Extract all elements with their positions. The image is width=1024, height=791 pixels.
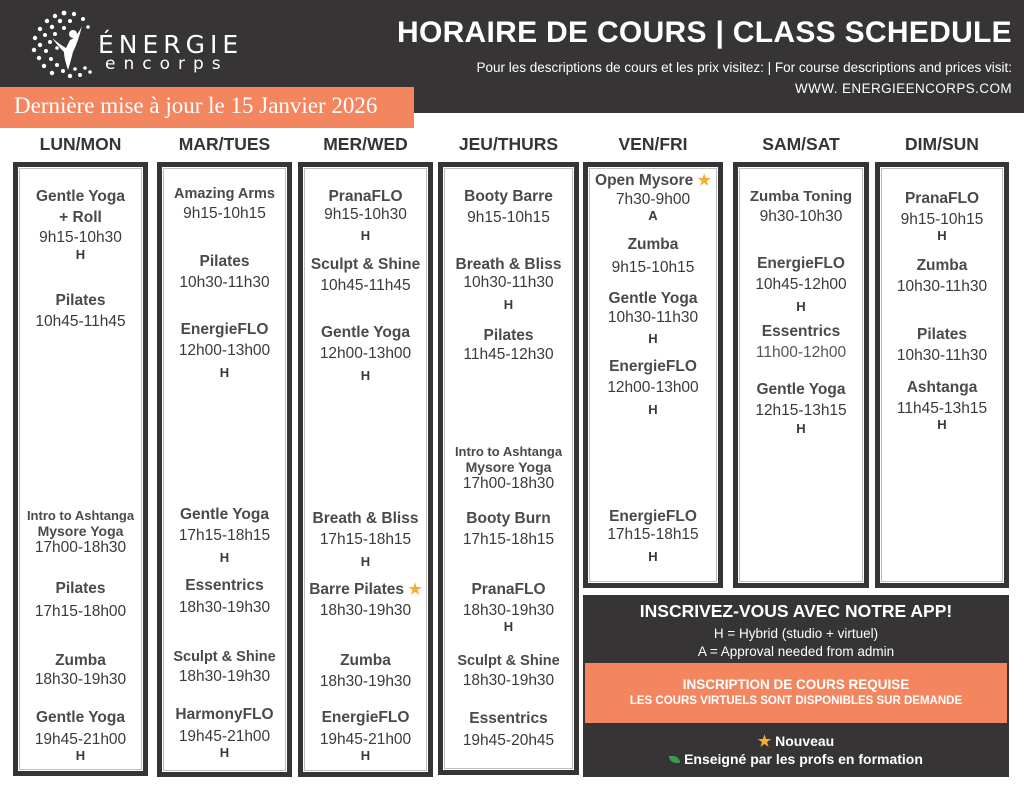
class-entry[interactable]: [162, 650, 287, 684]
class-entry[interactable]: [303, 653, 428, 689]
class-entry[interactable]: [443, 257, 574, 311]
class-name: Booty Barre: [464, 188, 553, 205]
class-time: 19h45-21h00: [178, 727, 271, 745]
class-entry[interactable]: [443, 582, 574, 633]
class-name: Pilates: [917, 326, 967, 343]
day-column-mon: [13, 162, 148, 776]
class-entry[interactable]: [738, 382, 864, 435]
class-entry[interactable]: [443, 511, 574, 547]
class-time: 12h00-13h00: [607, 378, 699, 396]
class-time: 11h45-12h30: [463, 345, 554, 363]
class-name: Gentle Yoga: [756, 381, 846, 398]
legend-box: [583, 595, 1009, 777]
class-time: 18h30-19h30: [462, 671, 555, 689]
class-entry[interactable]: [18, 189, 143, 261]
class-time: 18h30-19h30: [178, 667, 271, 685]
day-header-thu: JEU/THURS: [458, 134, 559, 154]
class-name: Breath & Bliss: [312, 510, 419, 527]
class-time: 12h00-13h00: [178, 341, 271, 359]
class-flag: H: [360, 554, 371, 569]
class-time: 18h30-19h30: [319, 672, 412, 690]
class-name: Intro to Ashtanga: [26, 508, 135, 523]
class-time: 9h15-10h15: [183, 204, 266, 222]
legend-hybrid: H = Hybrid (studio + virtuel): [713, 626, 879, 641]
day-column-sun: [875, 162, 1009, 588]
class-entry[interactable]: [443, 189, 574, 225]
class-entry[interactable]: [18, 653, 143, 687]
class-entry[interactable]: [303, 257, 428, 293]
class-flag: H: [648, 402, 658, 417]
class-entry[interactable]: [880, 258, 1004, 294]
class-name: Sculpt & Shine: [173, 649, 276, 665]
class-name: Zumba: [340, 652, 391, 669]
class-name: Gentle Yoga: [35, 188, 125, 205]
class-entry[interactable]: [443, 445, 574, 492]
class-time: 12h15-13h15: [755, 401, 847, 419]
class-flag: H: [648, 549, 658, 564]
day-header-mon: LUN/MON: [39, 134, 122, 154]
class-flag: H: [937, 417, 947, 432]
class-time: 9h15-10h15: [611, 258, 695, 276]
day-column-sat: [733, 162, 869, 588]
class-flag: H: [219, 745, 230, 760]
class-time: 18h30-19h30: [462, 601, 555, 619]
day-column-thu: [438, 162, 579, 775]
class-name: EnergieFLO: [609, 358, 697, 375]
legend-trainee-label: Enseigné par les profs en formation: [684, 751, 923, 767]
class-entry[interactable]: [18, 293, 143, 329]
day-header-sat: SAM/SAT: [762, 134, 840, 154]
class-time: 19h45-20h45: [462, 731, 555, 749]
day-header-fri: VEN/FRI: [618, 134, 688, 154]
class-name: Ashtanga: [906, 379, 978, 396]
class-entry[interactable]: [443, 654, 574, 688]
class-entry[interactable]: [443, 711, 574, 748]
class-time: 10h45-11h45: [320, 276, 411, 294]
class-time: 7h30-9h00: [615, 190, 691, 208]
class-flag: H: [219, 550, 230, 565]
class-time: 18h30-19h30: [319, 601, 412, 619]
class-name-text: Barre Pilates: [309, 581, 404, 598]
class-flag: H: [503, 297, 514, 312]
class-entry[interactable]: [18, 509, 143, 556]
star-icon: ★: [697, 172, 711, 189]
class-time: 9h15-10h15: [467, 208, 550, 226]
class-name: Pilates: [55, 580, 106, 597]
day-header-tue: MAR/TUES: [178, 134, 271, 154]
class-time: 10h30-11h30: [896, 346, 988, 364]
class-flag: H: [75, 246, 86, 262]
page-subtitle: Pour les descriptions de cours et les prix visitez: | For course descriptions and prices visit:: [476, 60, 1012, 75]
class-name: EnergieFLO: [609, 508, 697, 525]
class-entry[interactable]: [880, 327, 1004, 363]
day-column-wed: [298, 162, 433, 777]
class-time: 18h30-19h30: [34, 670, 127, 688]
class-flag: H: [75, 748, 86, 763]
app-signup-heading: INSCRIVEZ-VOUS AVEC NOTRE APP!: [639, 601, 953, 621]
class-name: PranaFLO: [904, 190, 980, 207]
class-flag: H: [360, 368, 371, 383]
class-time: 19h45-21h00: [319, 730, 412, 748]
day-header-wed: MER/WED: [323, 134, 408, 154]
class-entry[interactable]: [162, 322, 287, 379]
class-name: [303, 582, 428, 598]
class-time: 9h30-10h30: [759, 208, 843, 225]
class-flag: H: [796, 421, 806, 436]
class-entry[interactable]: [303, 582, 428, 618]
day-column-tue: [157, 162, 292, 777]
class-name: [588, 173, 718, 189]
class-time: 11h00-12h00: [755, 343, 847, 361]
class-name: Intro to Ashtanga: [454, 444, 563, 459]
class-name: EnergieFLO: [321, 709, 410, 726]
class-name: Pilates: [483, 327, 534, 344]
class-flag: H: [796, 299, 806, 314]
class-entry[interactable]: [588, 509, 718, 563]
class-entry[interactable]: [738, 324, 864, 360]
virtual-classes-text: LES COURS VIRTUELS SONT DISPONIBLES SUR DEMANDE: [629, 695, 963, 707]
class-entry[interactable]: [303, 189, 428, 242]
class-flag: H: [648, 331, 658, 346]
registration-required-text: INSCRIPTION DE COURS REQUISE: [682, 677, 910, 692]
class-entry[interactable]: [738, 256, 864, 313]
class-name: Amazing Arms: [174, 186, 275, 202]
class-name: Sculpt & Shine: [457, 653, 560, 669]
class-name: PranaFLO: [471, 581, 546, 598]
class-flag: H: [219, 365, 230, 380]
class-name: EnergieFLO: [180, 321, 269, 338]
star-icon: ★: [408, 581, 422, 598]
class-time: 10h45-12h00: [755, 275, 847, 293]
website-link[interactable]: WWW. ENERGIEENCORPS.COM: [795, 81, 1012, 96]
class-name: Essentrics: [185, 577, 264, 594]
class-time: 9h15-10h30: [324, 205, 407, 223]
class-entry[interactable]: [588, 291, 718, 345]
class-entry[interactable]: [162, 507, 287, 564]
day-header-sun: DIM/SUN: [905, 134, 979, 154]
class-name: Booty Burn: [466, 510, 551, 527]
class-time: 17h00-18h30: [462, 475, 555, 492]
class-name: Gentle Yoga: [320, 324, 410, 341]
class-time: 9h15-10h30: [39, 229, 122, 246]
class-time: 17h15-18h15: [319, 530, 412, 548]
class-name: Breath & Bliss: [455, 256, 562, 273]
class-entry[interactable]: [303, 710, 428, 762]
class-time: 10h30-11h30: [896, 277, 988, 295]
class-entry[interactable]: [162, 578, 287, 615]
class-time: 17h15-18h15: [462, 530, 555, 548]
class-entry[interactable]: [880, 380, 1004, 431]
class-entry[interactable]: [588, 237, 718, 275]
day-column-fri: [583, 162, 723, 588]
class-name: Zumba Toning: [749, 188, 853, 205]
class-entry[interactable]: [443, 328, 574, 362]
class-entry[interactable]: [738, 189, 864, 225]
leaf-icon: [669, 756, 680, 763]
class-time: 10h45-11h45: [35, 312, 126, 330]
logo-dots-icon: [30, 8, 100, 80]
star-icon: ★: [757, 733, 772, 750]
last-updated-text: Dernière mise à jour le 15 Janvier 2026: [14, 93, 378, 118]
class-name: Essentrics: [761, 323, 841, 340]
class-name: Sculpt & Shine: [310, 256, 421, 273]
class-name: Zumba: [916, 257, 968, 274]
class-entry[interactable]: [18, 581, 143, 619]
class-time: 10h30-11h30: [179, 273, 270, 291]
class-name: Zumba: [55, 652, 106, 669]
class-name: PranaFLO: [328, 188, 403, 205]
class-entry[interactable]: [18, 710, 143, 762]
legend-trainee: [583, 751, 1009, 767]
class-entry[interactable]: [162, 254, 287, 290]
class-name-line2: + Roll: [59, 208, 102, 226]
logo-subtitle: encorps: [105, 54, 229, 74]
class-time: 9h15-10h15: [900, 210, 984, 228]
class-name: Gentle Yoga: [608, 290, 698, 307]
class-flag: H: [503, 619, 514, 634]
class-name: Pilates: [199, 253, 250, 270]
class-time: 17h15-18h00: [34, 602, 127, 620]
class-entry[interactable]: [588, 359, 718, 416]
class-name-text: Open Mysore: [595, 172, 694, 189]
class-name: EnergieFLO: [757, 255, 845, 272]
class-entry[interactable]: [303, 325, 428, 382]
logo: [30, 8, 244, 80]
class-name: HarmonyFLO: [175, 706, 274, 723]
class-time: 17h00-18h30: [34, 539, 127, 556]
class-time: 10h30-11h30: [607, 308, 699, 326]
class-time: 12h00-13h00: [319, 344, 412, 362]
class-flag: H: [360, 228, 371, 243]
class-time: 11h45-13h15: [896, 399, 988, 417]
class-entry[interactable]: [162, 707, 287, 759]
class-entry[interactable]: [588, 173, 718, 222]
class-time: 10h30-11h30: [463, 273, 554, 291]
class-entry[interactable]: [162, 187, 287, 221]
legend-approval: A = Approval needed from admin: [697, 644, 895, 659]
class-name: Gentle Yoga: [35, 709, 125, 726]
class-time: 18h30-19h30: [178, 598, 271, 616]
class-name: Zumba: [627, 236, 679, 253]
class-name: Essentrics: [469, 710, 548, 727]
class-name: Gentle Yoga: [179, 506, 269, 523]
legend-new: [583, 732, 1009, 750]
page-title: HORAIRE DE COURS | CLASS SCHEDULE: [396, 16, 1012, 49]
class-flag: H: [360, 748, 371, 763]
class-time: 17h15-18h15: [178, 526, 271, 544]
class-time: 17h15-18h15: [607, 525, 699, 543]
legend-new-label: Nouveau: [775, 733, 835, 749]
class-name-line2: Mysore Yoga: [37, 523, 124, 539]
registration-required-banner: [585, 663, 1007, 723]
logo-wordmark: ÉNERGIE: [98, 30, 244, 59]
class-name: Pilates: [55, 292, 106, 309]
class-time: 19h45-21h00: [34, 730, 127, 748]
class-entry[interactable]: [880, 191, 1004, 242]
class-entry[interactable]: [303, 511, 428, 568]
class-flag: A: [648, 208, 658, 223]
class-name-line2: Mysore Yoga: [465, 459, 552, 475]
last-updated-banner: [0, 87, 414, 128]
class-flag: H: [937, 228, 947, 243]
